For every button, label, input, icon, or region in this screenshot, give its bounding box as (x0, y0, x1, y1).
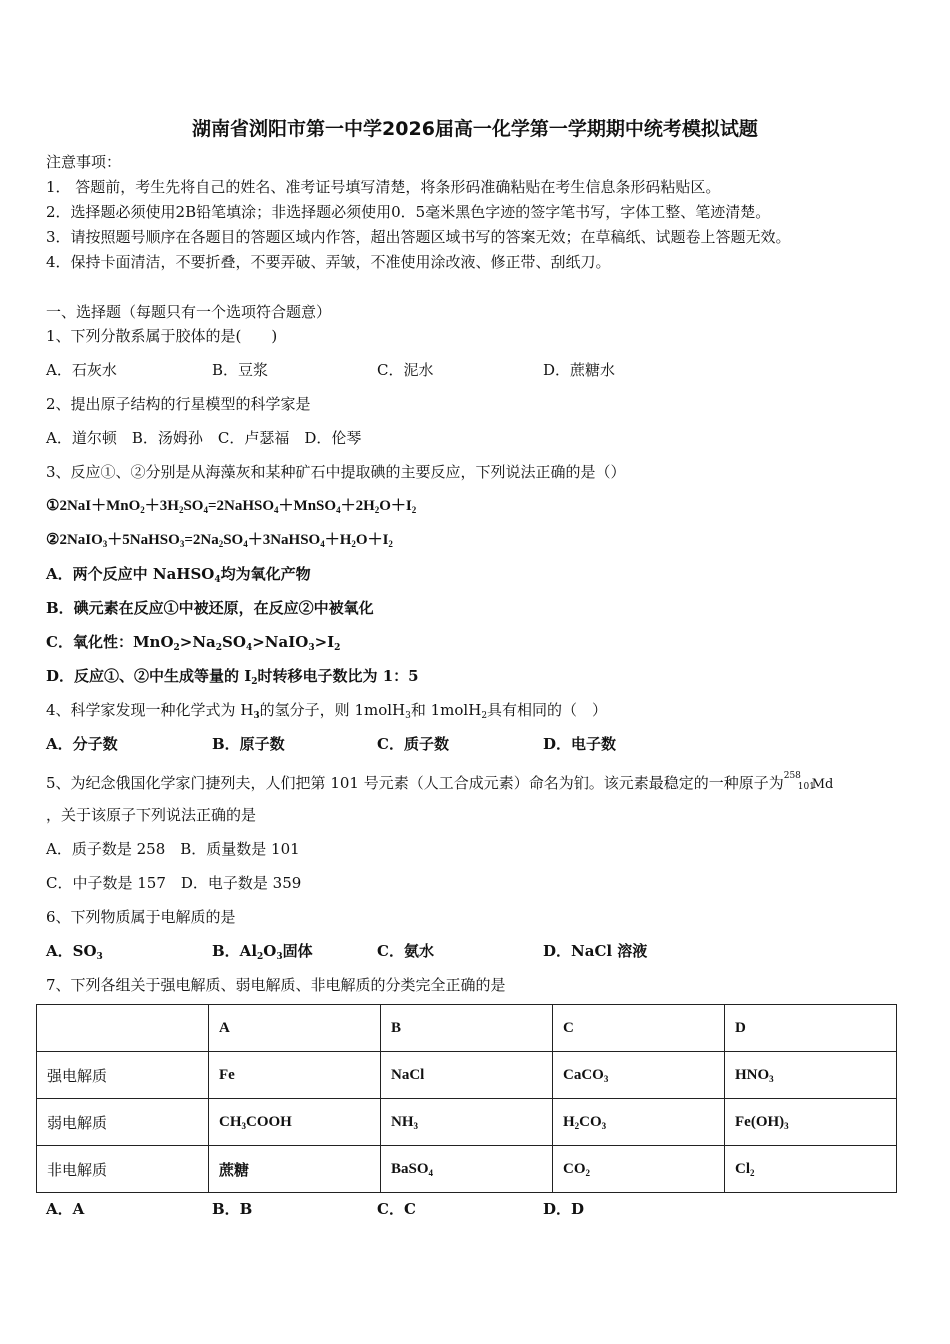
table-cell: CaCO$_3$ (553, 1052, 725, 1099)
table-cell: $H_2CO_3$ (553, 1099, 725, 1146)
notice-item: 1． 答题前，考生先将自己的姓名、准考证号填写清楚，将条形码准确粘贴在考生信息条形码粘贴区。 (46, 178, 721, 196)
table-cell: $CO_2$ (553, 1146, 725, 1193)
table-cell: BaSO$_4$ (381, 1146, 553, 1193)
question-1-stem: 1、下列分散系属于胶体的是( ) (46, 327, 278, 345)
question-1-option-b: B．豆浆 (212, 361, 269, 379)
table-header-cell: B (381, 1005, 553, 1052)
question-2-options: A．道尔顿 B．汤姆孙 C．卢瑟福 D．伦琴 (46, 429, 362, 447)
question-7-stem: 7、下列各组关于强电解质、弱电解质、非电解质的分类完全正确的是 (46, 976, 506, 994)
question-6-stem: 6、下列物质属于电解质的是 (46, 908, 236, 926)
classification-table (36, 1004, 897, 1193)
question-6-option-a: A．$SO_3$ (46, 942, 103, 962)
table-cell: NaCl (381, 1052, 553, 1099)
question-3-option-b: B．碘元素在反应①中被还原，在反应②中被氧化 (46, 599, 374, 617)
table-header-cell: A (209, 1005, 381, 1052)
table-cell: 蔗糖 (209, 1146, 381, 1193)
notice-item: 3．请按照题号顺序在各题目的答题区域内作答，超出答题区域书写的答案无效；在草稿纸、试题卷上答题无效。 (46, 228, 791, 246)
question-6-option-d: D．NaCl 溶液 (543, 942, 648, 960)
table-row (37, 1099, 897, 1146)
notice-item: 2．选择题必须使用2B铅笔填涂；非选择题必须使用0．5毫米黑色字迹的签字笔书写，字体工整、笔迹清楚。 (46, 203, 771, 221)
question-4-option-a: A．分子数 (46, 735, 118, 753)
table-cell: $HNO_3$ (725, 1052, 897, 1099)
table-cell: $NH_3$ (381, 1099, 553, 1146)
table-row (37, 1052, 897, 1099)
table-row-label: 强电解质 (37, 1052, 209, 1099)
table-cell: $Cl_2$ (725, 1146, 897, 1193)
question-3-option-d: D．反应①、②中生成等量的 $I_2$时转移电子数比为 1：5 (46, 667, 419, 687)
table-header-cell: C (553, 1005, 725, 1052)
table-cell: Fe (209, 1052, 381, 1099)
question-1-option-a: A．石灰水 (46, 361, 117, 379)
question-1-option-d: D．蔗糖水 (543, 361, 616, 379)
question-5-options-cd: C．中子数是 157 D．电子数是 359 (46, 874, 302, 892)
notice-heading: 注意事项： (46, 153, 122, 171)
table-row-label: 非电解质 (37, 1146, 209, 1193)
question-4-option-b: B．原子数 (212, 735, 285, 753)
table-row (37, 1146, 897, 1193)
section-heading: 一、选择题（每题只有一个选项符合题意） (46, 303, 332, 321)
table-cell: $CH_3COOH$ (209, 1099, 381, 1146)
question-7-option-c: C．C (377, 1200, 416, 1218)
table-header-cell: D (725, 1005, 897, 1052)
question-1-option-c: C．泥水 (377, 361, 434, 379)
equation-1: $①2NaI+MnO_2+3H_2SO_4=2NaHSO_4+MnSO_4+2H_2O+I_2$ (46, 498, 417, 515)
question-3-option-a: A．两个反应中 NaHSO$_4$均为氧化产物 (46, 565, 311, 585)
page-title: 湖南省浏阳市第一中学2026届高一化学第一学期期中统考模拟试题 (192, 118, 758, 140)
question-7-option-d: D．D (543, 1200, 585, 1218)
question-5-options-ab: A．质子数是 258 B．质量数是 101 (46, 840, 300, 858)
table-row (37, 1005, 897, 1052)
question-3-stem: 3、反应①、②分别是从海藻灰和某种矿石中提取碘的主要反应，下列说法正确的是（） (46, 463, 626, 481)
question-7-option-a: A．A (46, 1200, 85, 1218)
question-4-option-c: C．质子数 (377, 735, 449, 753)
equation-2: $②2NaIO_3+5NaHSO_3=2Na_2SO_4+3NaHSO_4+H_2O+I_2$ (46, 532, 393, 549)
question-4-stem: 4、科学家发现一种化学式为 $H_3$的氢分子，则 1molH$_3$和 1molH$_2$具有相同的（ ） (46, 701, 608, 721)
question-6-option-c: C．氨水 (377, 942, 434, 960)
question-2-stem: 2、提出原子结构的行星模型的科学家是 (46, 395, 311, 413)
question-4-option-d: D．电子数 (543, 735, 617, 753)
question-5-stem: 5、为纪念俄国化学家门捷列夫，人们把第 101 号元素（人工合成元素）命名为钔。该元素最稳定的一种原子为 258 101 Md (46, 771, 834, 792)
table-row-label: 弱电解质 (37, 1099, 209, 1146)
question-5-stem-cont: ，关于该原子下列说法正确的是 (46, 806, 257, 824)
question-7-option-b: B．B (212, 1200, 253, 1218)
table-cell (37, 1005, 209, 1052)
question-3-option-c: C．氧化性：$MnO_2>Na_2SO_4>NaIO_3>I_2$ (46, 633, 341, 653)
table-cell: $Fe(OH)_3$ (725, 1099, 897, 1146)
notice-item: 4．保持卡面清洁，不要折叠，不要弄破、弄皱，不准使用涂改液、修正带、刮纸刀。 (46, 253, 611, 271)
question-6-option-b: B．$Al_2O_3$固体 (212, 942, 313, 962)
